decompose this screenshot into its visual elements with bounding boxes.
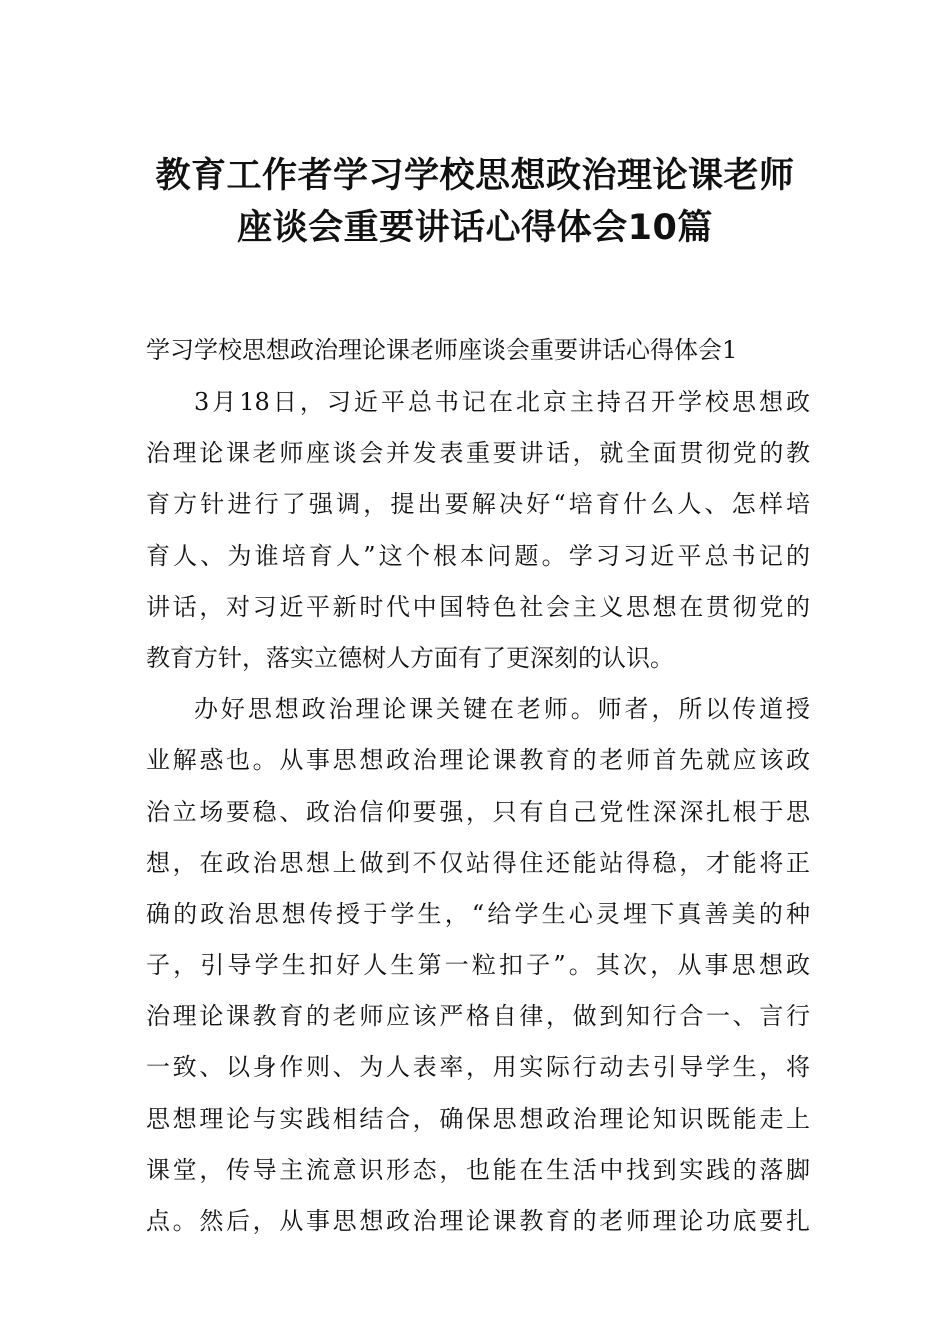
document-body [146,377,810,1247]
paragraph [146,684,810,1247]
text-line: 治立场要稳、政治信仰要强，只有自己党性深深扎根于思 [146,797,810,826]
document-title [110,150,840,254]
text-line: 确的政治思想传授于学生，“给学生心灵埋下真善美的种 [146,899,810,928]
text-line: 育人、为谁培育人”这个根本问题。学习习近平总书记的 [146,541,810,570]
text-line: 思想理论与实践相结合，确保思想政治理论知识既能走上 [146,1104,810,1133]
text-line: 3月18日，习近平总书记在北京主持召开学校思想政 [194,388,810,416]
title-line: 座谈会重要讲话心得体会10篇 [237,208,713,248]
text-line: 一致、以身作则、为人表率，用实际行动去引导学生，将 [146,1053,810,1082]
text-line: 治理论课教育的老师应该严格自律，做到知行合一、言行 [146,1002,810,1031]
text-line: 治理论课老师座谈会并发表重要讲话，就全面贯彻党的教 [146,439,810,468]
text-line: 想，在政治思想上做到不仅站得住还能站得稳，才能将正 [146,848,810,877]
text-line: 子，引导学生扣好人生第一粒扣子”。其次，从事思想政 [146,951,810,980]
paragraph [146,377,810,684]
text-line: 业解惑也。从事思想政治理论课教育的老师首先就应该政 [146,746,810,775]
text-line: 课堂，传导主流意识形态，也能在生活中找到实践的落脚 [146,1155,810,1184]
text-line: 点。然后，从事思想政治理论课教育的老师理论功底要扎 [146,1207,810,1235]
text-line: 育方针进行了强调，提出要解决好“培育什么人、怎样培 [146,490,810,519]
text-line: 办好思想政治理论课关键在老师。师者，所以传道授 [194,695,810,724]
text-line: 讲话，对习近平新时代中国特色社会主义思想在贯彻党的 [146,592,810,621]
title-line: 教育工作者学习学校思想政治理论课老师 [155,156,795,196]
section-heading: 学习学校思想政治理论课老师座谈会重要讲话心得体会1 [146,336,738,364]
text-line: 教育方针，落实立德树人方面有了更深刻的认识。 [146,643,674,672]
